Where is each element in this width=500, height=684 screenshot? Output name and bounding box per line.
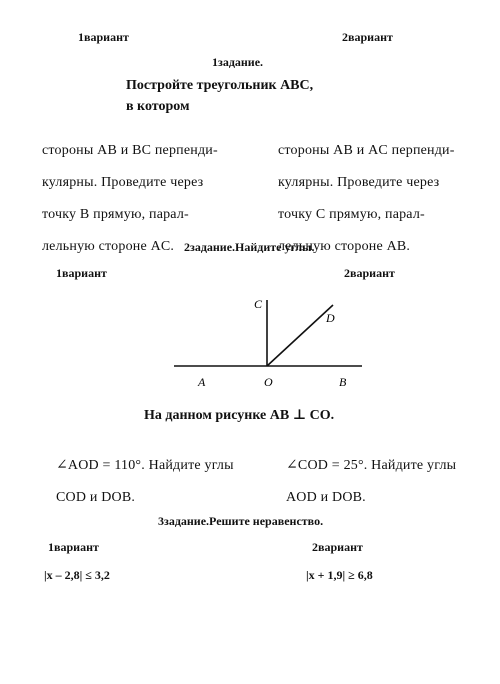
task1-v1-line: точку B прямую, парал- — [42, 207, 189, 222]
task1-v2-line: кулярны. Проведите через — [278, 175, 440, 190]
task2-given: На данном рисунке AB ⊥ CO. — [144, 408, 335, 423]
label-d: D — [326, 311, 335, 325]
task1-instruction-line2: в котором — [126, 99, 190, 114]
task1-v2-line: точку C прямую, парал- — [278, 207, 425, 222]
label-o: O — [264, 375, 273, 389]
task2-v2-line: AOD и DOB. — [286, 490, 366, 505]
variant2-header: 2вариант — [342, 30, 393, 44]
task2-variant2: 2вариант — [344, 266, 395, 280]
task1-v1-line: лельную стороне AC. — [42, 239, 175, 254]
task1-instruction-line1: Постройте треугольник ABC, — [126, 78, 314, 93]
task2-variant2-text — [286, 442, 456, 522]
label-c: C — [254, 297, 263, 311]
task1-v1-line: кулярны. Проведите через — [42, 175, 204, 190]
task1-v2-line: стороны AB и AC перпенди- — [278, 143, 455, 158]
task3-title: 3задание.Решите неравенство. — [158, 514, 324, 528]
task2-variant1-text — [56, 442, 234, 522]
task3-v2-inequality: |x + 1,9| ≥ 6,8 — [306, 568, 373, 582]
task1-v1-line: стороны AB и BC перпенди- — [42, 143, 218, 158]
task2-v2-line: ∠COD = 25°. Найдите углы — [286, 458, 457, 473]
task3-variant1: 1вариант — [48, 540, 99, 554]
task2-variant1: 1вариант — [56, 266, 107, 280]
task2-title: 2задание.Найдите углы. — [184, 240, 315, 254]
task3-v1-inequality: |x – 2,8| ≤ 3,2 — [44, 568, 110, 582]
task2-v1-line: ∠AOD = 110°. Найдите углы — [56, 458, 234, 473]
ray-od — [267, 305, 333, 366]
task2-v1-line: COD и DOB. — [56, 490, 136, 505]
label-a: A — [198, 375, 206, 389]
label-b: B — [339, 375, 347, 389]
variant1-header: 1вариант — [78, 30, 129, 44]
task1-title: 1задание. — [212, 55, 264, 69]
task3-variant2: 2вариант — [312, 540, 363, 554]
task1-v2-line: лельную стороне AB. — [278, 239, 411, 254]
